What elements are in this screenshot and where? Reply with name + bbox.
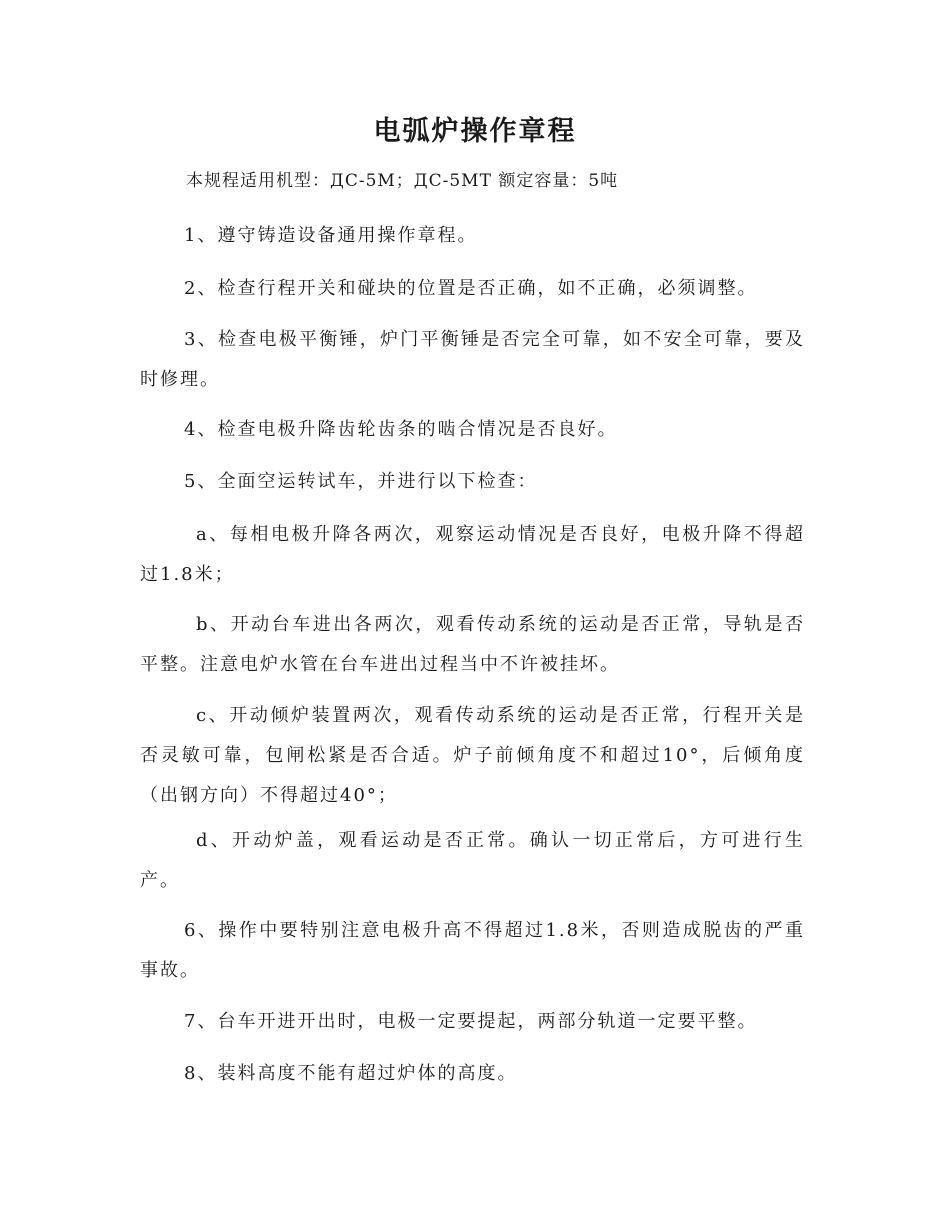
paragraph-5d: d、开动炉盖，观看运动是否正常。确认一切正常后，方可进行生产。 bbox=[140, 830, 805, 891]
paragraph-1: 1、遵守铸造设备通用操作章程。 bbox=[184, 225, 478, 246]
paragraph-8: 8、装料高度不能有超过炉体的高度。 bbox=[184, 1063, 518, 1084]
scope-line: 本规程适用机型：ДС-5M；ДС-5MT 额定容量：5吨 bbox=[186, 171, 619, 191]
paragraph-2: 2、检查行程开关和碰块的位置是否正确，如不正确，必须调整。 bbox=[184, 278, 758, 299]
paragraph-6: 6、操作中要特别注意电极升高不得超过1.8米，否则造成脱齿的严重事故。 bbox=[140, 920, 805, 981]
paragraph-4: 4、检查电极升降齿轮齿条的啮合情况是否良好。 bbox=[184, 419, 618, 440]
document-title: 电弧炉操作章程 bbox=[373, 116, 577, 147]
paragraph-7: 7、台车开进开出时，电极一定要提起，两部分轨道一定要平整。 bbox=[184, 1011, 758, 1032]
paragraph-5: 5、全面空运转试车，并进行以下检查： bbox=[184, 471, 538, 492]
paragraph-5b: b、开动台车进出各两次，观看传动系统的运动是否正常，导轨是否平整。注意电炉水管在台车进出过程当中不许被挂坏。 bbox=[140, 614, 805, 675]
paragraph-5c: c、开动倾炉装置两次，观看传动系统的运动是否正常，行程开关是否灵敏可靠，包闸松紧是否合适。炉子前倾角度不和超过10°，后倾角度（出钢方向）不得超过40°； bbox=[140, 705, 805, 806]
paragraph-5a: a、每相电极升降各两次，观察运动情况是否良好，电极升降不得超过1.8米； bbox=[140, 524, 805, 585]
paragraph-3: 3、检查电极平衡锤，炉门平衡锤是否完全可靠，如不安全可靠，要及时修理。 bbox=[140, 329, 805, 390]
